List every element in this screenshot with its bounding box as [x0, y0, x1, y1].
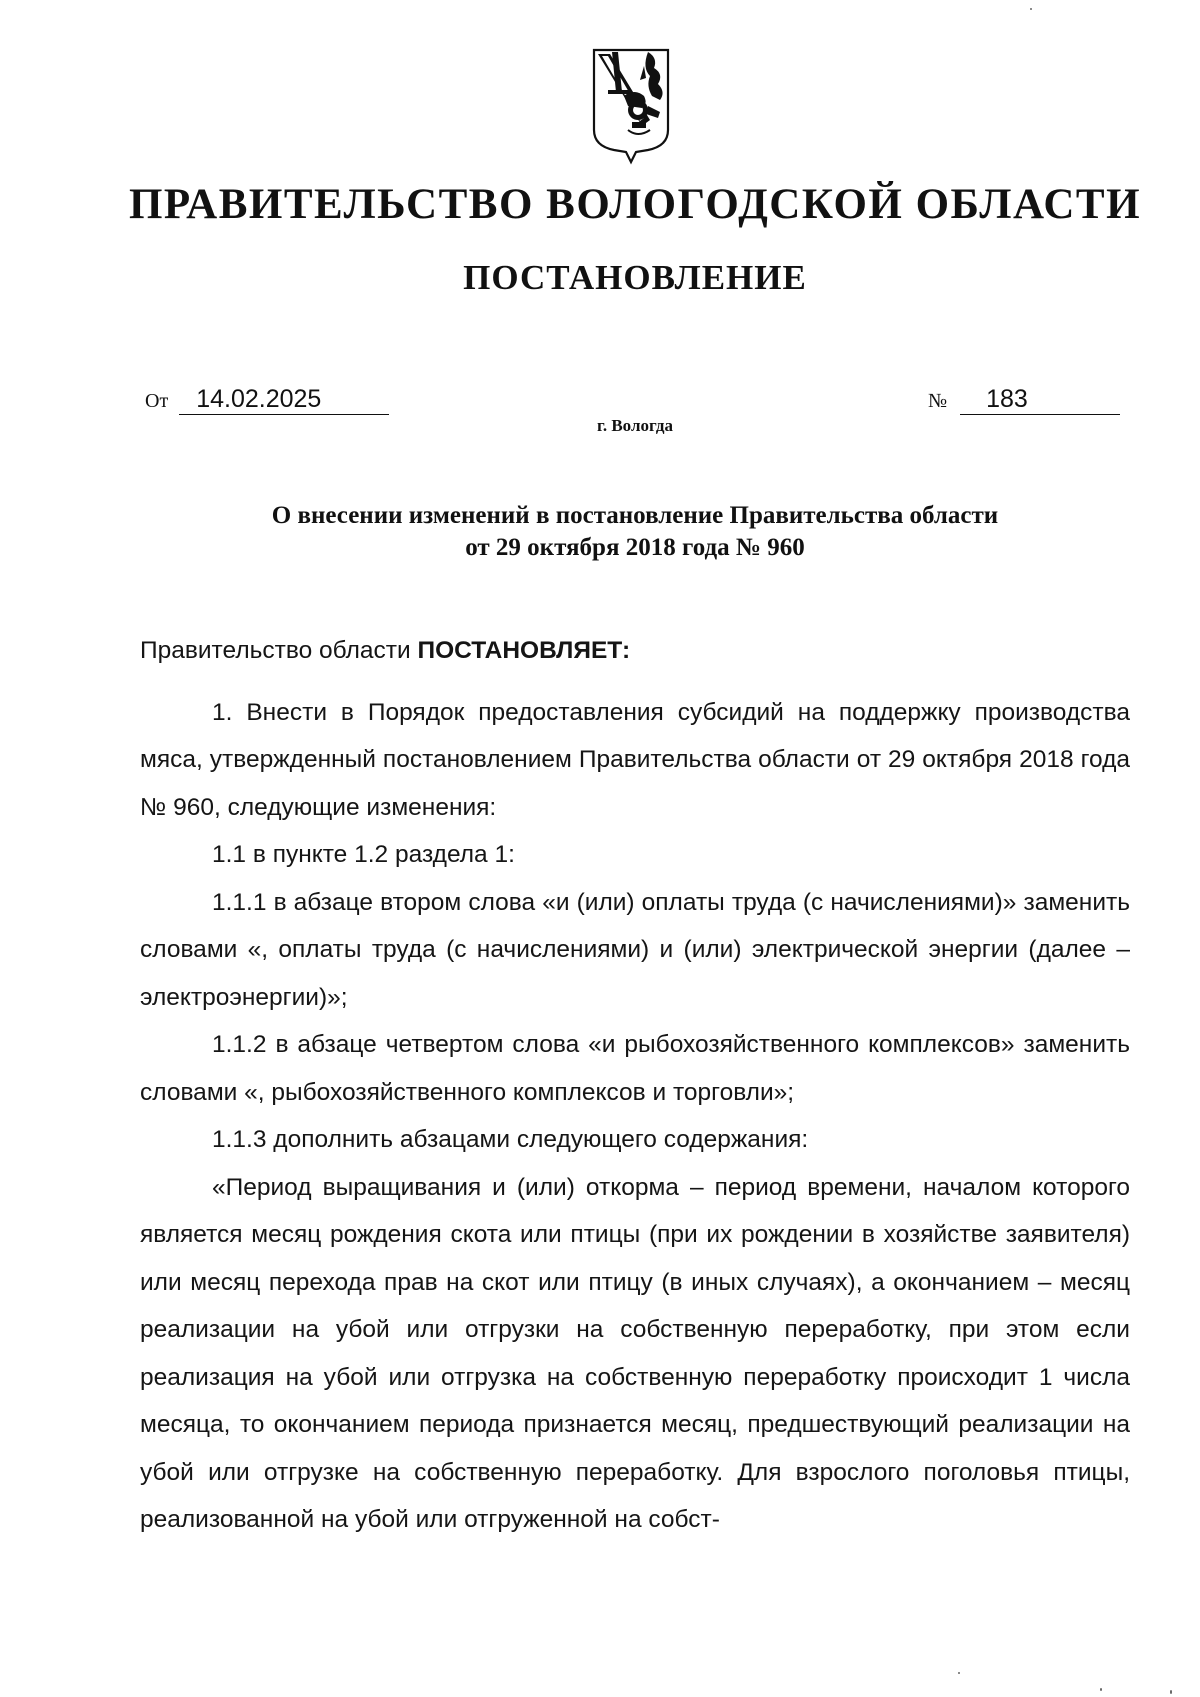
coat-of-arms-icon — [588, 46, 674, 166]
paragraph-1-1-2: 1.1.2 в абзаце четвертом слова «и рыбохозяйственного комплексов» заменить словами «, рыбохозяйственного комплексов и торговли»; — [140, 1031, 1130, 1106]
document-type: ПОСТАНОВЛЕНИЕ — [463, 258, 807, 297]
scan-speck — [958, 1672, 960, 1674]
city-name: г. Вологда — [597, 416, 673, 435]
paragraph-1-1-3: 1.1.3 дополнить абзацами следующего содержания: — [212, 1126, 809, 1153]
document-body — [140, 627, 1130, 1544]
subject-line-1: О внесении изменений в постановление Правительства области — [271, 502, 999, 529]
paragraph-1: 1. Внести в Порядок предоставления субсидий на поддержку производства мяса, утвержденный постановлением Правительства области от 29 октября 2018 года № 960, следующие изменения: — [140, 698, 1130, 821]
date-value: 14.02.2025 — [179, 384, 389, 415]
number-field — [928, 384, 1120, 415]
scan-speck — [1100, 1688, 1102, 1691]
decree-intro-bold: ПОСТАНОВЛЯЕТ: — [417, 637, 631, 664]
scan-speck — [1170, 1690, 1172, 1694]
decree-intro-text: Правительство области — [140, 637, 418, 664]
date-label: От — [145, 390, 169, 412]
paragraph-quote: «Период выращивания и (или) откорма – период времени, началом которого является месяц рождения скота или птицы (при их рождении в хозяйстве заявителя) или месяц перехода прав на скот или птицу (в иных случаях), а окончанием – месяц реализации на убой или отгрузки на собственную переработку, при этом если реализация на убой или отгрузка на собственную переработку происходит 1 числа месяца, то окончанием периода признается месяц, предшествующий реализации на убой или отгрузке на собственную переработку. Для взрослого поголовья птицы, реализованной на убой или отгруженной на собст- — [140, 1173, 1130, 1533]
paragraph-1-1: 1.1 в пункте 1.2 раздела 1: — [212, 841, 515, 868]
date-field — [145, 384, 389, 415]
document-subject — [140, 500, 1130, 564]
government-title: ПРАВИТЕЛЬСТВО ВОЛОГОДСКОЙ ОБЛАСТИ — [128, 181, 1142, 228]
paragraph-1-1-1: 1.1.1 в абзаце втором слова «и (или) оплаты труда (с начислениями)» заменить словами «, оплаты труда (с начислениями) и (или) электрической энергии (далее – электроэнергии)»; — [140, 888, 1130, 1011]
decree-intro — [140, 627, 1130, 675]
subject-line-2: от 29 октября 2018 года № 960 — [465, 534, 805, 561]
scan-speck — [1030, 8, 1032, 10]
number-label: № — [928, 390, 948, 412]
number-value: 183 — [960, 384, 1120, 415]
